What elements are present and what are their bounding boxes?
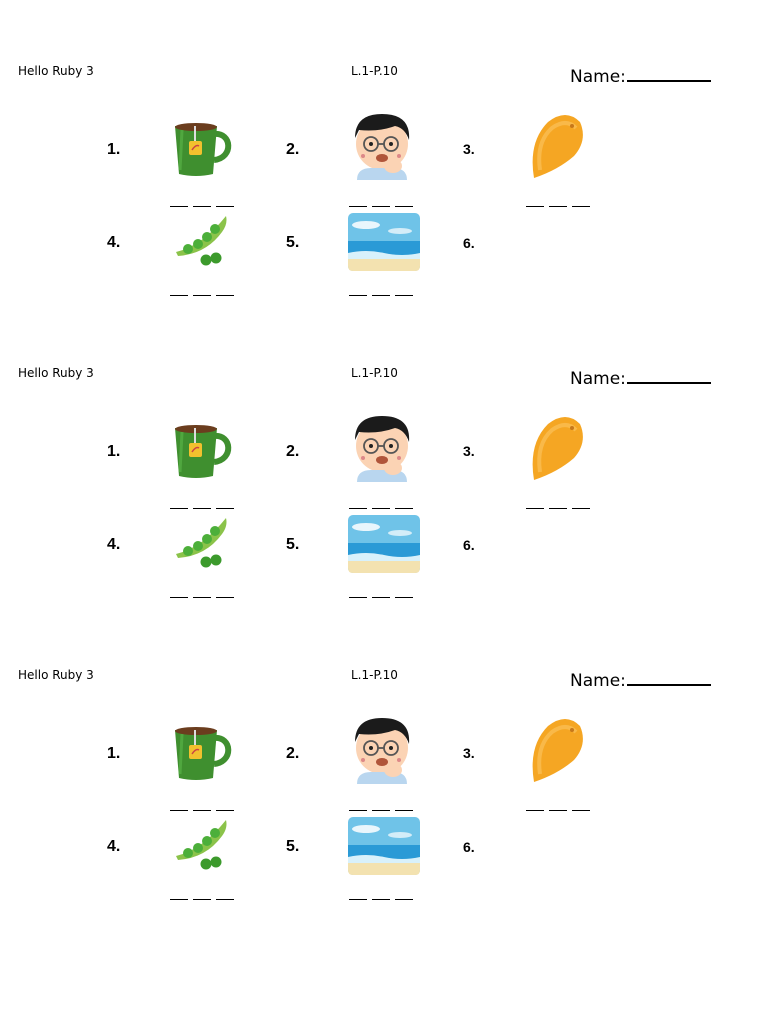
item-number-1: 1. xyxy=(107,745,121,762)
item-number-1: 1. xyxy=(107,141,121,158)
item-number-3: 3. xyxy=(463,443,475,459)
answer-blank-1[interactable] xyxy=(170,196,239,210)
item-number-2: 2. xyxy=(286,443,300,460)
item-number-6: 6. xyxy=(463,839,475,855)
item-number-2: 2. xyxy=(286,141,300,158)
book-title: Hello Ruby 3 xyxy=(18,366,94,380)
answer-blank-5[interactable] xyxy=(349,587,418,601)
name-field[interactable] xyxy=(570,669,711,691)
answer-blank-4[interactable] xyxy=(170,889,239,903)
name-field[interactable] xyxy=(570,367,711,389)
boy-eating-icon xyxy=(349,714,415,784)
worksheet-3 xyxy=(0,604,768,906)
item-number-5: 5. xyxy=(286,838,300,855)
item-number-5: 5. xyxy=(286,234,300,251)
answer-blank-1[interactable] xyxy=(170,800,239,814)
answer-blank-2[interactable] xyxy=(349,196,418,210)
tea-mug-icon xyxy=(170,120,236,178)
answer-blank-2[interactable] xyxy=(349,498,418,512)
answer-blank-4[interactable] xyxy=(170,285,239,299)
item-number-5: 5. xyxy=(286,536,300,553)
name-blank-line[interactable] xyxy=(627,367,711,384)
name-label: Name: xyxy=(570,67,626,87)
tea-mug-icon xyxy=(170,724,236,782)
answer-blank-1[interactable] xyxy=(170,498,239,512)
peas-icon xyxy=(172,814,232,872)
lesson-ref: L.1-P.10 xyxy=(351,366,398,380)
answer-blank-3[interactable] xyxy=(526,800,595,814)
answer-blank-5[interactable] xyxy=(349,285,418,299)
book-title: Hello Ruby 3 xyxy=(18,64,94,78)
lesson-ref: L.1-P.10 xyxy=(351,64,398,78)
mango-icon xyxy=(526,112,586,180)
item-number-4: 4. xyxy=(107,838,121,855)
boy-eating-icon xyxy=(349,412,415,482)
sea-beach-icon xyxy=(348,515,420,573)
item-number-6: 6. xyxy=(463,537,475,553)
name-blank-line[interactable] xyxy=(627,669,711,686)
tea-mug-icon xyxy=(170,422,236,480)
item-number-3: 3. xyxy=(463,745,475,761)
item-number-3: 3. xyxy=(463,141,475,157)
peas-icon xyxy=(172,210,232,268)
name-blank-line[interactable] xyxy=(627,65,711,82)
answer-blank-4[interactable] xyxy=(170,587,239,601)
peas-icon xyxy=(172,512,232,570)
worksheet-1 xyxy=(0,0,768,302)
item-number-4: 4. xyxy=(107,536,121,553)
worksheet-2 xyxy=(0,302,768,604)
item-number-2: 2. xyxy=(286,745,300,762)
name-field[interactable] xyxy=(570,65,711,87)
lesson-ref: L.1-P.10 xyxy=(351,668,398,682)
item-number-1: 1. xyxy=(107,443,121,460)
name-label: Name: xyxy=(570,369,626,389)
answer-blank-3[interactable] xyxy=(526,196,595,210)
sea-beach-icon xyxy=(348,817,420,875)
answer-blank-2[interactable] xyxy=(349,800,418,814)
sea-beach-icon xyxy=(348,213,420,271)
item-number-4: 4. xyxy=(107,234,121,251)
book-title: Hello Ruby 3 xyxy=(18,668,94,682)
mango-icon xyxy=(526,716,586,784)
answer-blank-3[interactable] xyxy=(526,498,595,512)
item-number-6: 6. xyxy=(463,235,475,251)
mango-icon xyxy=(526,414,586,482)
name-label: Name: xyxy=(570,671,626,691)
answer-blank-5[interactable] xyxy=(349,889,418,903)
boy-eating-icon xyxy=(349,110,415,180)
